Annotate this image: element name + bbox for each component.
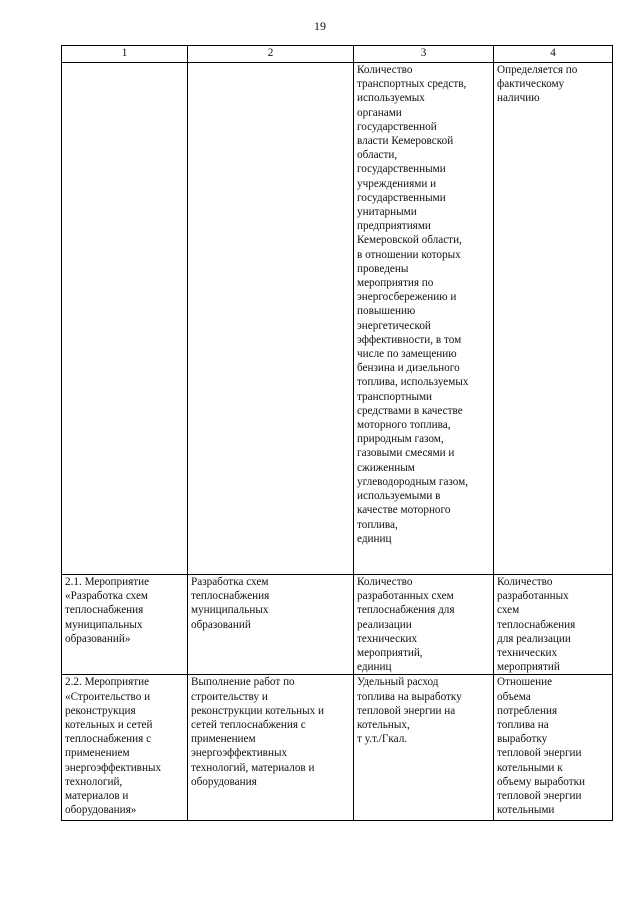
cell-text: Определяется по фактическому наличию <box>497 64 578 105</box>
column-header-1: 1 <box>62 46 188 63</box>
cell-activity <box>62 63 188 575</box>
table-row <box>62 575 613 675</box>
cell-text: 2.2. Мероприятие «Строительство и реконструкция котельных и сетей теплоснабжения с применением энергоэффективных технологий, материалов и оборудования» <box>65 676 162 817</box>
table-header-row <box>62 46 613 63</box>
cell-text: Количество разработанных схем теплоснабжения для реализации технических мероприятий <box>497 576 576 674</box>
cell-method <box>494 575 613 675</box>
table-row <box>62 63 613 575</box>
cell-text: Выполнение работ по строительству и реконструкции котельных и сетей теплоснабжения с применением энергоэффективных технологий, материалов и оборудования <box>191 676 324 788</box>
cell-text: Количество разработанных схем теплоснабжения для реализации технических мероприятий, единиц <box>357 576 455 674</box>
cell-description <box>188 575 354 675</box>
cell-method <box>494 63 613 575</box>
cell-description <box>188 63 354 575</box>
table-row <box>62 675 613 821</box>
cell-indicator <box>354 575 494 675</box>
document-table <box>61 45 613 821</box>
cell-text: Разработка схем теплоснабжения муниципальных образований <box>191 576 270 631</box>
column-header-2: 2 <box>188 46 354 63</box>
column-header-3: 3 <box>354 46 494 63</box>
page-number: 19 <box>314 19 326 33</box>
cell-text: Количество транспортных средств, используемых органами государственной власти Кемеровской области, государственными учреждениями и государственными унитарными предприятиями Кемеровской области, в отношении которых проведены мероприятия по энергосбережению и повышению энергетической эффективности, в том числе по замещению бензина и дизельного топлива, используемых транспортными средствами в качестве моторного топлива, природным газом, газовыми смесями и сжиженным углеводородным газом, используемыми в качестве моторного топлива, единиц <box>357 64 469 545</box>
cell-indicator <box>354 63 494 575</box>
cell-text: Удельный расход топлива на выработку тепловой энергии на котельных, т у.т./Гкал. <box>357 676 462 746</box>
cell-text: 2.1. Мероприятие «Разработка схем теплоснабжения муниципальных образований» <box>65 576 150 645</box>
cell-text: Отношение объема потребления топлива на выработку тепловой энергии котельными к объему выработки тепловой энергии котельными <box>497 676 586 817</box>
cell-description <box>188 675 354 821</box>
cell-indicator <box>354 675 494 821</box>
column-header-4: 4 <box>494 46 613 63</box>
cell-activity <box>62 675 188 821</box>
cell-activity <box>62 575 188 675</box>
cell-method <box>494 675 613 821</box>
